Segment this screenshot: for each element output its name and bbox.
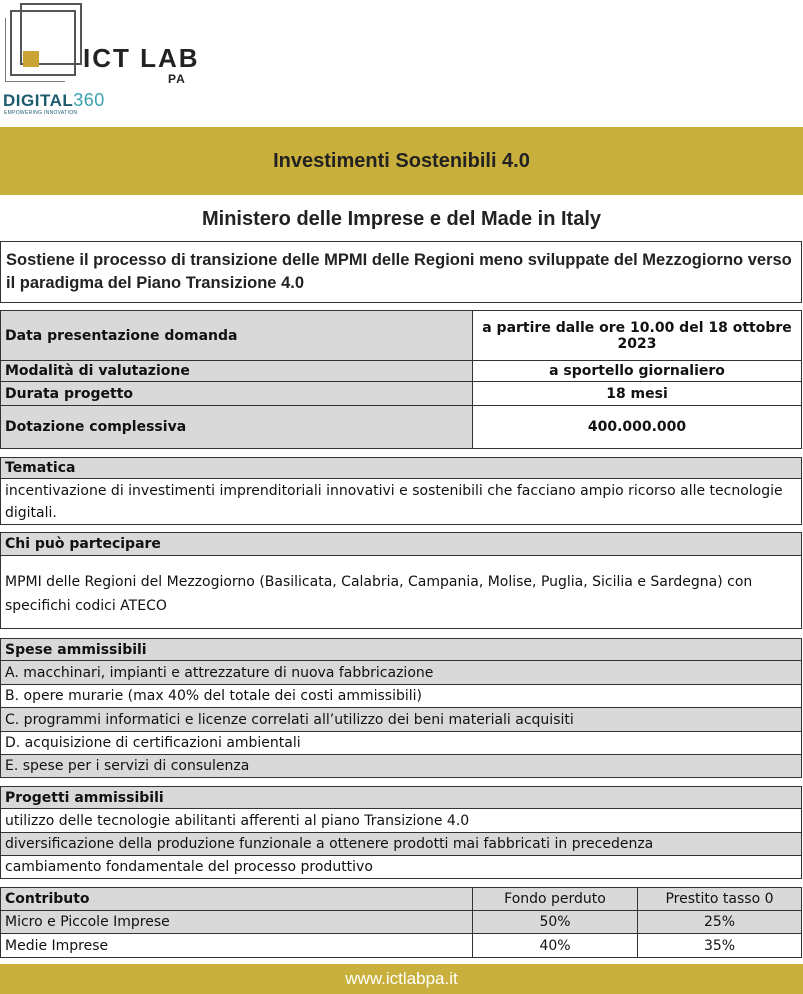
chi-header: Chi può partecipare	[0, 532, 802, 556]
tematica-header: Tematica	[0, 457, 802, 479]
progetti-item: diversificazione della produzione funzionale a ottenere prodotti mai fabbricati in precedenza	[0, 832, 802, 856]
brand-number: 360	[73, 90, 105, 110]
logo-frame-outer	[5, 18, 65, 82]
logo-title: ICT LAB	[83, 43, 200, 73]
info-label: Modalità di valutazione	[0, 360, 473, 382]
spese-item: E. spese per i servizi di consulenza	[0, 754, 802, 778]
spese-item: A. macchinari, impianti e attrezzature di nuova fabbricazione	[0, 660, 802, 685]
contributo-header: Contributo	[0, 887, 473, 911]
progetti-item: utilizzo delle tecnologie abilitanti afferenti al piano Transizione 4.0	[0, 808, 802, 833]
info-label: Durata progetto	[0, 381, 473, 406]
contributo-cell: 50%	[472, 910, 638, 934]
brand-text: DIGITAL	[3, 91, 74, 110]
contributo-cell: 35%	[637, 933, 802, 958]
spese-item: B. opere murarie (max 40% del totale dei costi ammissibili)	[0, 684, 802, 708]
ministry-name: Ministero delle Imprese e del Made in Italy	[201, 208, 601, 230]
footer-link[interactable]: www.ictlabpa.it	[0, 964, 803, 994]
info-label: Data presentazione domanda	[0, 310, 473, 361]
spese-header: Spese ammissibili	[0, 638, 802, 661]
contributo-col-header: Fondo perduto	[472, 887, 638, 911]
logo-square	[23, 51, 39, 67]
spese-item: C. programmi informatici e licenze correlati all’utilizzo dei beni materiali acquisiti	[0, 707, 802, 732]
progetti-item: cambiamento fondamentale del processo produttivo	[0, 855, 802, 879]
spese-item: D. acquisizione di certificazioni ambientali	[0, 731, 802, 755]
contributo-cell: 40%	[472, 933, 638, 958]
logo	[0, 0, 200, 120]
info-value: a sportello giornaliero	[472, 360, 802, 382]
info-label: Dotazione complessiva	[0, 405, 473, 449]
description: Sostiene il processo di transizione delle MPMI delle Regioni meno sviluppate del Mezzogiorno verso il paradigma del Piano Transizione 4.0	[0, 241, 802, 303]
chi-text: MPMI delle Regioni del Mezzogiorno (Basilicata, Calabria, Campania, Molise, Puglia, Sicilia e Sardegna) con specifichi codici ATECO	[0, 555, 802, 629]
info-value: 18 mesi	[472, 381, 802, 406]
brand-tagline: EMPOWERING INNOVATION	[4, 110, 78, 116]
contributo-col-header: Prestito tasso 0	[637, 887, 802, 911]
contributo-row-label: Medie Imprese	[0, 933, 473, 958]
tematica-text: incentivazione di investimenti imprenditoriali innovativi e sostenibili che facciano ampio ricorso alle tecnologie digitali.	[0, 478, 802, 525]
page-title: Investimenti Sostenibili 4.0	[0, 127, 803, 195]
logo-subtitle: PA	[168, 72, 186, 86]
brand-name	[3, 90, 105, 111]
contributo-row-label: Micro e Piccole Imprese	[0, 910, 473, 934]
contributo-cell: 25%	[637, 910, 802, 934]
progetti-header: Progetti ammissibili	[0, 786, 802, 809]
info-value: 400.000.000	[472, 405, 802, 449]
info-value: a partire dalle ore 10.00 del 18 ottobre 2023	[472, 310, 802, 361]
